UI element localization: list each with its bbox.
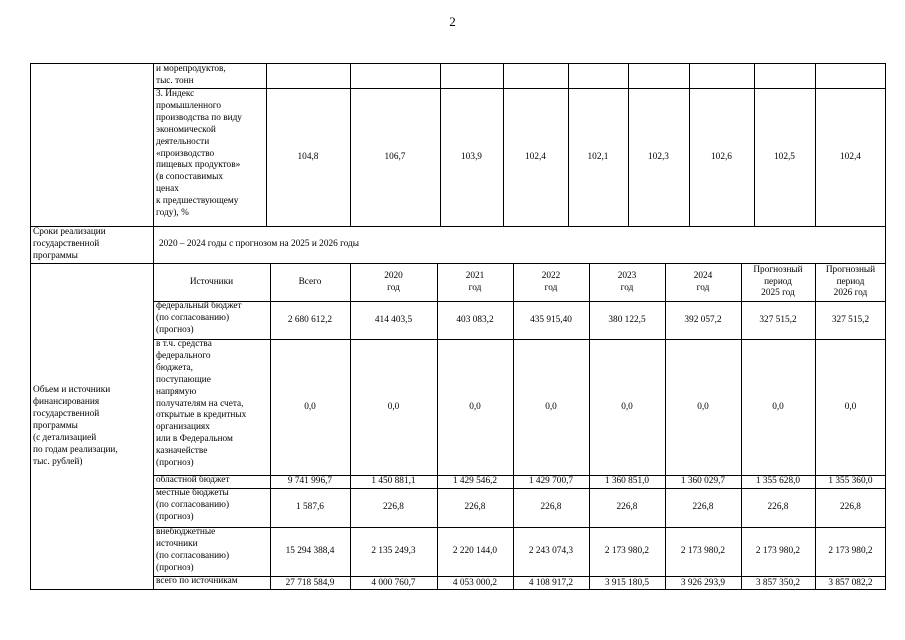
indicator-column-divider: [628, 63, 629, 226]
funding-value: 1 360 029,7: [680, 476, 726, 487]
funding-value: 0,0: [545, 401, 557, 412]
funding-value: 327 515,2: [759, 314, 797, 325]
funding-value: 1 355 360,0: [828, 476, 873, 487]
funding-value: 4 000 760,7: [371, 577, 416, 588]
indicator-value: 103,9: [461, 151, 482, 162]
funding-value: 1 587,6: [296, 502, 324, 513]
funding-value: 0,0: [697, 401, 709, 412]
indicator-label-continued: и морепродуктов, тыс. тонн: [156, 64, 226, 86]
period-label: Сроки реализации государственной программы: [33, 227, 106, 261]
indicator-column-divider: [568, 63, 569, 226]
funding-value: 226,8: [767, 502, 789, 513]
funding-value: 0,0: [304, 401, 316, 412]
funding-value: 4 053 000,2: [452, 577, 498, 588]
funding-value: 15 294 388,4: [285, 546, 335, 557]
funding-value: 2 173 980,2: [755, 546, 801, 557]
funding-column-divider: [270, 263, 271, 590]
indicator-value: 102,6: [711, 151, 732, 162]
funding-value: 435 915,40: [530, 314, 572, 325]
funding-value: 4 108 917,2: [528, 577, 574, 588]
funding-value: 414 403,5: [374, 314, 413, 325]
funding-value: 0,0: [621, 401, 633, 412]
indicator-column-divider: [815, 63, 816, 226]
funding-value: 403 083,2: [456, 314, 494, 325]
funding-header-cell: Источники: [189, 276, 234, 287]
indicator-column-divider: [350, 63, 351, 226]
funding-source-label: областной бюджет: [156, 475, 230, 485]
passport-table: [30, 63, 886, 590]
indicator-label-index: 3. Индекс промышленного производства по виду экономической деятельности «производство пищевых продуктов» (в сопоставимых ценах к предшествующему году), %: [156, 89, 242, 219]
funding-header-cell: Прогнозный период 2025 год: [753, 264, 803, 299]
funding-value: 226,8: [383, 502, 404, 513]
funding-header-cell: 2020 год: [384, 270, 403, 293]
indicator-value: 106,7: [384, 151, 406, 162]
funding-column-divider: [815, 263, 816, 590]
funding-source-label: местные бюджеты (по согласованию) (прогноз): [156, 488, 230, 522]
indicator-value: 102,4: [525, 151, 546, 162]
funding-header-cell: Всего: [298, 276, 322, 287]
funding-value: 1 429 546,2: [452, 476, 498, 487]
funding-value: 3 857 082,2: [828, 577, 873, 588]
indicator-column-divider: [689, 63, 690, 226]
period-value: 2020 – 2024 годы с прогнозом на 2025 и 2026 годы: [159, 239, 360, 250]
indicator-value: 102,1: [587, 151, 609, 162]
table-border-left: [30, 63, 31, 590]
funding-value: 3 857 350,2: [755, 577, 801, 588]
funding-value: 1 355 628,0: [755, 476, 801, 487]
funding-label: Объем и источники финансирования государственной программы (с детализацией по годам реализации, тыс. рублей): [33, 385, 118, 467]
funding-value: 2 135 249,3: [371, 546, 416, 557]
page-number: 2: [449, 14, 456, 29]
funding-value: 2 680 612,2: [287, 314, 333, 325]
funding-column-divider: [513, 263, 514, 590]
funding-value: 226,8: [616, 502, 638, 513]
funding-value: 327 515,2: [831, 314, 870, 325]
funding-source-label: федеральный бюджет (по согласованию) (прогноз): [156, 301, 242, 335]
funding-value: 2 220 144,0: [452, 546, 498, 557]
indicator-value: 102,3: [648, 151, 669, 162]
funding-value: 3 926 293,9: [680, 577, 726, 588]
funding-value: 2 173 980,2: [680, 546, 726, 557]
label-column-divider: [153, 63, 154, 590]
funding-value: 392 057,2: [684, 314, 722, 325]
funding-value: 2 173 980,2: [828, 546, 873, 557]
funding-column-divider: [665, 263, 666, 590]
funding-column-divider: [741, 263, 742, 590]
funding-header-cell: Прогнозный период 2026 год: [825, 264, 876, 299]
funding-value: 0,0: [387, 401, 400, 412]
indicator-value: 104,8: [297, 151, 319, 162]
funding-value: 9 741 996,7: [287, 476, 333, 487]
funding-value: 226,8: [540, 502, 562, 513]
funding-column-divider: [589, 263, 590, 590]
funding-source-label: всего по источникам: [156, 576, 238, 586]
funding-header-cell: 2024 год: [693, 270, 713, 293]
funding-value: 380 122,5: [608, 314, 646, 325]
funding-source-label: внебюджетные источники (по согласованию) (прогноз): [156, 527, 230, 573]
indicator-column-divider: [266, 63, 267, 226]
indicator-column-divider: [754, 63, 755, 226]
funding-value: 226,8: [464, 502, 486, 513]
funding-value: 0,0: [469, 401, 481, 412]
funding-value: 1 450 881,1: [371, 476, 416, 487]
funding-value: 1 429 700,7: [528, 476, 574, 487]
indicator-column-divider: [440, 63, 441, 226]
funding-source-label: в т.ч. средства федерального бюджета, поступающие напрямую получателям на счета, открытые в кредитных организациях или в Федеральном казначействе (прогноз): [156, 339, 247, 469]
indicator-value: 102,4: [840, 151, 861, 162]
funding-value: 27 718 584,9: [285, 577, 335, 588]
indicator-column-divider: [503, 63, 504, 226]
funding-value: 226,8: [840, 502, 861, 513]
funding-value: 0,0: [844, 401, 857, 412]
indicator-value: 102,5: [774, 151, 795, 162]
funding-value: 1 360 851,0: [604, 476, 650, 487]
funding-header-cell: 2023 год: [617, 270, 637, 293]
funding-value: 226,8: [692, 502, 714, 513]
table-border-right: [885, 63, 886, 590]
funding-value: 0,0: [772, 401, 784, 412]
funding-header-cell: 2022 год: [541, 270, 561, 293]
funding-header-cell: 2021 год: [465, 270, 485, 293]
funding-column-divider: [437, 263, 438, 590]
funding-value: 2 243 074,3: [528, 546, 574, 557]
funding-value: 3 915 180,5: [604, 577, 650, 588]
funding-value: 2 173 980,2: [604, 546, 650, 557]
funding-column-divider: [350, 263, 351, 590]
